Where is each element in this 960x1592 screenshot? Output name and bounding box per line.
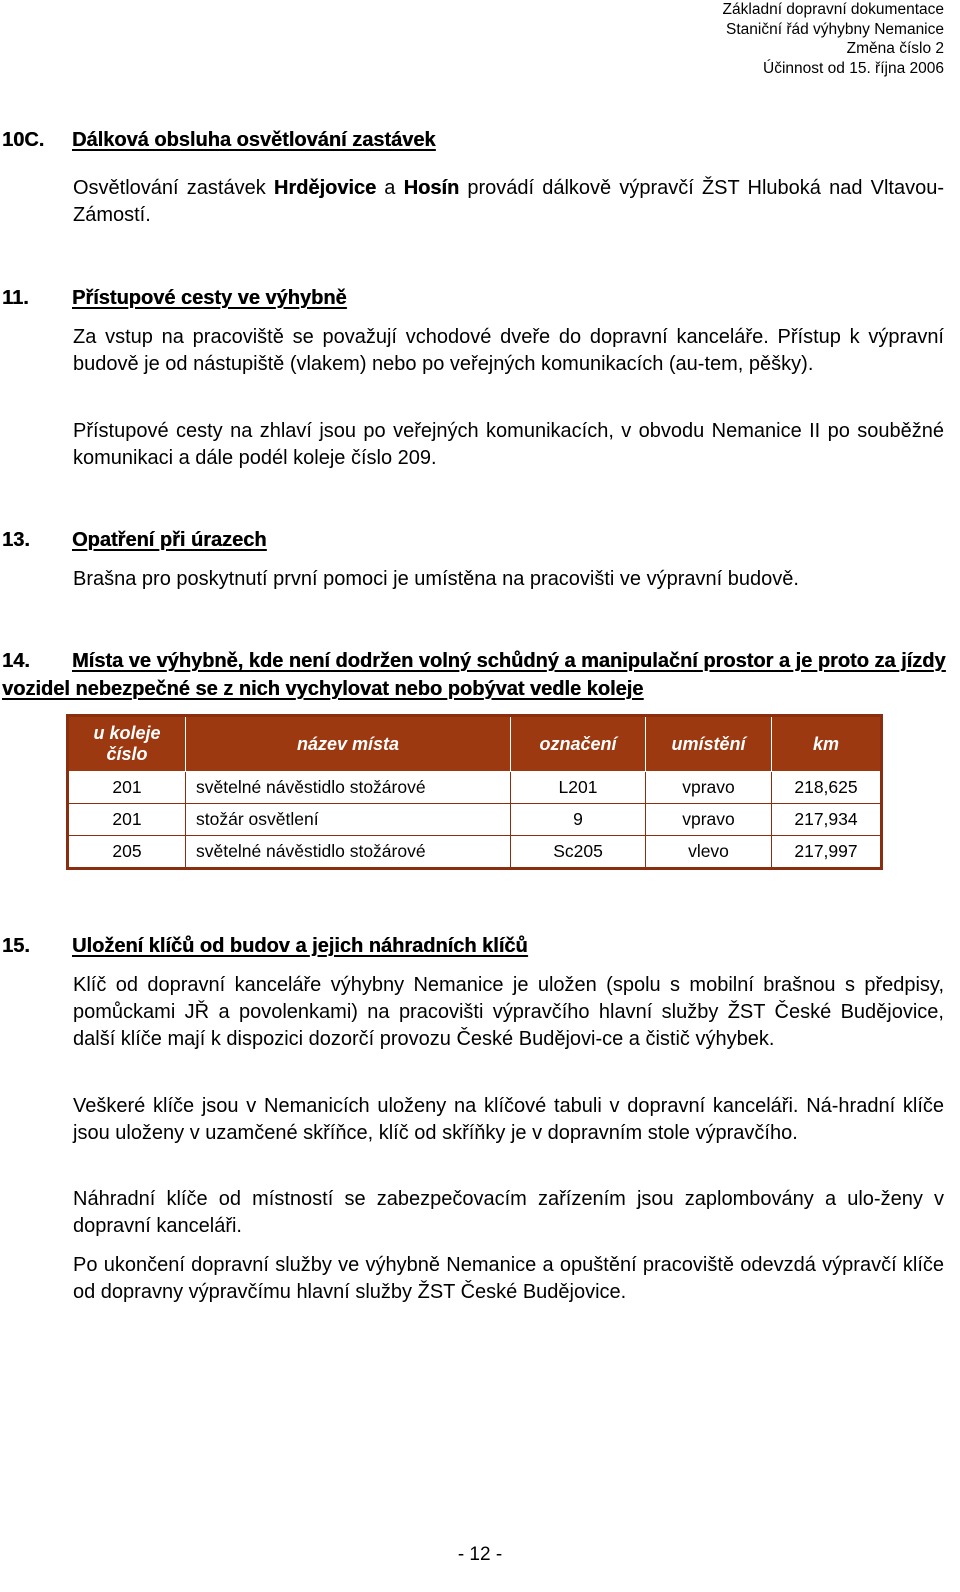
- section-10c-paragraph: [73, 175, 944, 229]
- section-15-paragraph-4: Po ukončení dopravní služby ve výhybně Nemanice a opuštění pracoviště odevzdá výpravčí klíče od dopravny výpravčímu hlavní služby ŽST České Budějovice.: [73, 1254, 944, 1303]
- table-row: [68, 804, 882, 836]
- section-11-paragraph-2: Přístupové cesty na zhlaví jsou po veřejných komunikacích, v obvodu Nemanice II po souběžné komunikaci a dále podél koleje číslo 209.: [73, 420, 944, 469]
- text-run: provádí dálkově výpravčí ŽST Hluboká nad Vltavou-Zámostí.: [73, 177, 944, 226]
- page-number: - 12 -: [457, 1544, 503, 1565]
- section-15-paragraph-1: Klíč od dopravní kanceláře výhybny Nemanice je uložen (spolu s mobilní brašnou s předpisy, pomůckami JŘ a povolenkami) na pracovišti výpravčího hlavní služby ŽST České Budějovice, další klíče mají k dispozici dozorčí provozu České Budějovi-ce a čistič výhybek.: [73, 974, 944, 1050]
- cell-track: 201: [68, 804, 186, 836]
- cell-km: 217,997: [772, 836, 882, 869]
- text-run: Osvětlování zastávek: [73, 177, 274, 199]
- cell-mark: L201: [511, 772, 646, 804]
- section-11-heading: [2, 284, 946, 312]
- section-11-paragraph-1: Za vstup na pracoviště se považují vchodové dveře do dopravní kanceláře. Přístup k výpravní budově je od nástupiště (vlakem) nebo po veřejných komunikacích (au-tem, pěšky).: [73, 326, 944, 375]
- header-text: číslo: [106, 744, 148, 764]
- column-header-mark: označení: [511, 716, 646, 772]
- section-title: Místa ve výhybně, kde není dodržen volný schůdný a manipulační prostor a je proto za jízdy vozidel nebezpečné se z nich vychylovat nebo pobývat vedle koleje: [2, 650, 946, 700]
- section-number: 15.: [2, 935, 30, 957]
- section-15-paragraph-3: Náhradní klíče od místností se zabezpečovacím zařízením jsou zaplombovány a ulo-ženy v dopravní kanceláři.: [73, 1188, 944, 1237]
- section-14-heading: [2, 647, 946, 703]
- text-run: a: [376, 177, 404, 199]
- column-header-track: [68, 716, 186, 772]
- cell-side: vpravo: [646, 804, 772, 836]
- header-line-change: Změna číslo 2: [846, 40, 944, 57]
- cell-place: světelné návěstidlo stožárové: [186, 836, 511, 869]
- section-number: 11.: [2, 287, 29, 309]
- cell-side: vpravo: [646, 772, 772, 804]
- header-line-title: Staniční řád výhybny Nemanice: [726, 20, 944, 38]
- cell-place: stožár osvětlení: [186, 804, 511, 836]
- column-header-side: umístění: [646, 716, 772, 772]
- stop-name-hrdejovice: Hrdějovice: [273, 177, 377, 199]
- header-line-document: Základní dopravní dokumentace: [722, 1, 944, 18]
- cell-track: 205: [68, 836, 186, 869]
- section-number: 14.: [2, 650, 30, 672]
- table-row: [68, 772, 882, 804]
- section-title: Přístupové cesty ve výhybně: [72, 287, 347, 309]
- table-header-row: [68, 716, 882, 772]
- cell-km: 218,625: [772, 772, 882, 804]
- section-15-heading: [2, 932, 946, 960]
- header-line-effective: Účinnost od 15. října 2006: [763, 59, 944, 77]
- section-number: 10C.: [2, 129, 45, 151]
- cell-track: 201: [68, 772, 186, 804]
- section-title: Uložení klíčů od budov a jejich náhradních klíčů: [72, 935, 528, 957]
- section-13-paragraph: Brašna pro poskytnutí první pomoci je umístěna na pracovišti ve výpravní budově.: [73, 568, 799, 590]
- page-header: [723, 0, 944, 78]
- section-number: 13.: [2, 529, 30, 551]
- column-header-km: km: [772, 716, 882, 772]
- section-title: Opatření při úrazech: [72, 529, 267, 551]
- cell-mark: Sc205: [511, 836, 646, 869]
- stop-name-hosin: Hosín: [403, 177, 460, 199]
- section-10c-heading: [2, 126, 946, 154]
- section-title: Dálková obsluha osvětlování zastávek: [72, 129, 436, 151]
- table-row: [68, 836, 882, 869]
- cell-km: 217,934: [772, 804, 882, 836]
- section-15-paragraph-2: Veškeré klíče jsou v Nemanicích uloženy na klíčové tabuli v dopravní kanceláři. Ná-hradní klíče jsou uloženy v uzamčené skříňce, klíč od skříňky je v dopravním stole výpravčího.: [73, 1095, 944, 1144]
- header-text: u koleje: [93, 723, 161, 743]
- hazard-places-table: [66, 714, 883, 870]
- cell-side: vlevo: [646, 836, 772, 869]
- cell-place: světelné návěstidlo stožárové: [186, 772, 511, 804]
- column-header-place: název místa: [186, 716, 511, 772]
- cell-mark: 9: [511, 804, 646, 836]
- section-13-heading: [2, 526, 946, 554]
